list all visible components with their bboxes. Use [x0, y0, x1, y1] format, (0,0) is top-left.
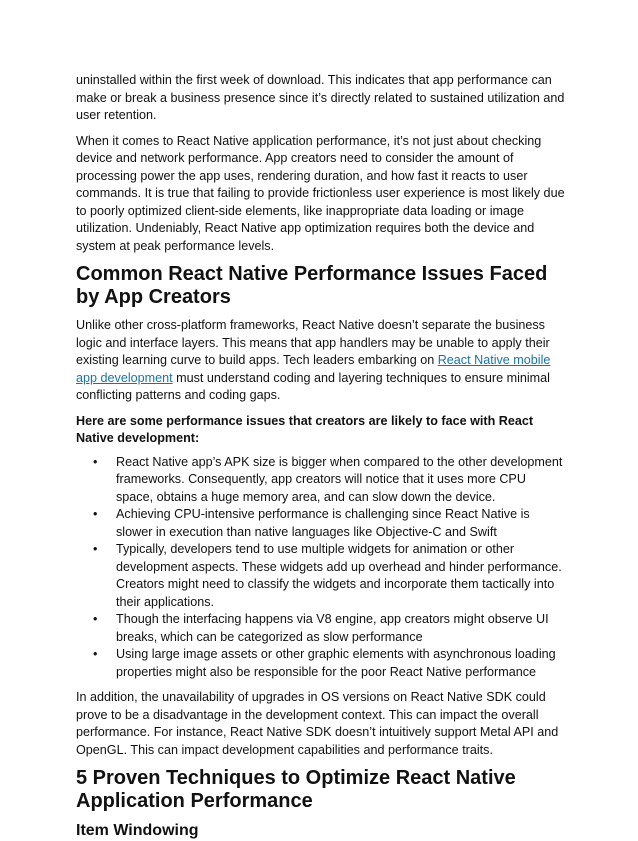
- heading-common-issues: Common React Native Performance Issues Faced by App Creators: [76, 263, 548, 308]
- list-item: [76, 541, 566, 611]
- paragraph-cross-platform-text-before: Unlike other cross-platform frameworks, React Native doesn’t separate the business logic and interface layers. This means that app handlers may be unable to apply their existing learning curve to build apps. Tech leaders embarking on: [76, 318, 550, 367]
- react-native-development-link[interactable]: React Native mobile app development: [76, 353, 551, 385]
- document-page: [76, 72, 566, 841]
- paragraph-performance-factors: When it comes to React Native application performance, it’s not just about checking device and network performance. App creators need to consider the amount of processing power the app uses, rendering duration, and how fast it reacts to user commands. It is true that failing to provide frictionless user experience is most likely due to poorly optimized client-side elements, like inappropriate data loading or image utilization. Undeniably, React Native app optimization requires both the device and system at peak performance levels.: [76, 133, 565, 253]
- bullet-marker: •: [93, 454, 98, 469]
- paragraph-cross-platform-text-after: must understand coding and layering techniques to ensure minimal conflicting patterns and coding gaps.: [76, 370, 550, 402]
- list-item-text: Typically, developers tend to use multiple widgets for animation or other development aspects. These widgets add up overhead and hinder performance. Creators might need to classify the widgets and incorporate them tactically into their applications.: [116, 542, 562, 609]
- issues-list: [76, 454, 566, 682]
- bullet-marker: •: [93, 612, 98, 626]
- list-item: [76, 454, 566, 507]
- list-item-text: Using large image assets or other graphic elements with asynchronous loading properties might also be responsible for the poor React Native performance: [116, 647, 556, 679]
- issues-intro: Here are some performance issues that creators are likely to face with React Native development:: [76, 413, 534, 445]
- paragraph-cross-platform: [76, 317, 566, 405]
- list-item: [76, 506, 566, 541]
- list-item: [76, 646, 566, 681]
- heading-item-windowing: Item Windowing: [76, 822, 199, 839]
- paragraph-retention: uninstalled within the first week of download. This indicates that app performance can make or break a business presence since it’s directly related to sustained utilization and user retention.: [76, 73, 565, 122]
- list-item-text: React Native app’s APK size is bigger when compared to the other development frameworks. Consequently, app creators will notice that it uses more CPU space, obtains a huge memory area, and can slow down the device.: [116, 454, 563, 504]
- bullet-marker: •: [93, 542, 98, 556]
- heading-proven-techniques: 5 Proven Techniques to Optimize React Native Application Performance: [76, 767, 516, 812]
- list-item-text: Though the interfacing happens via V8 engine, app creators might observe UI breaks, which can be categorized as slow performance: [116, 612, 549, 644]
- list-item: [76, 611, 566, 646]
- bullet-marker: •: [93, 507, 98, 521]
- bullet-marker: •: [93, 647, 98, 661]
- paragraph-sdk-upgrades: In addition, the unavailability of upgrades in OS versions on React Native SDK could prove to be a disadvantage in the development context. This can impact the overall performance. For instance, React Native SDK doesn’t intuitively support Metal API and OpenGL. This can impact development capabilities and performance traits.: [76, 690, 559, 757]
- list-item-text: Achieving CPU-intensive performance is challenging since React Native is slower in execution than native languages like Objective-C and Swift: [116, 507, 530, 539]
